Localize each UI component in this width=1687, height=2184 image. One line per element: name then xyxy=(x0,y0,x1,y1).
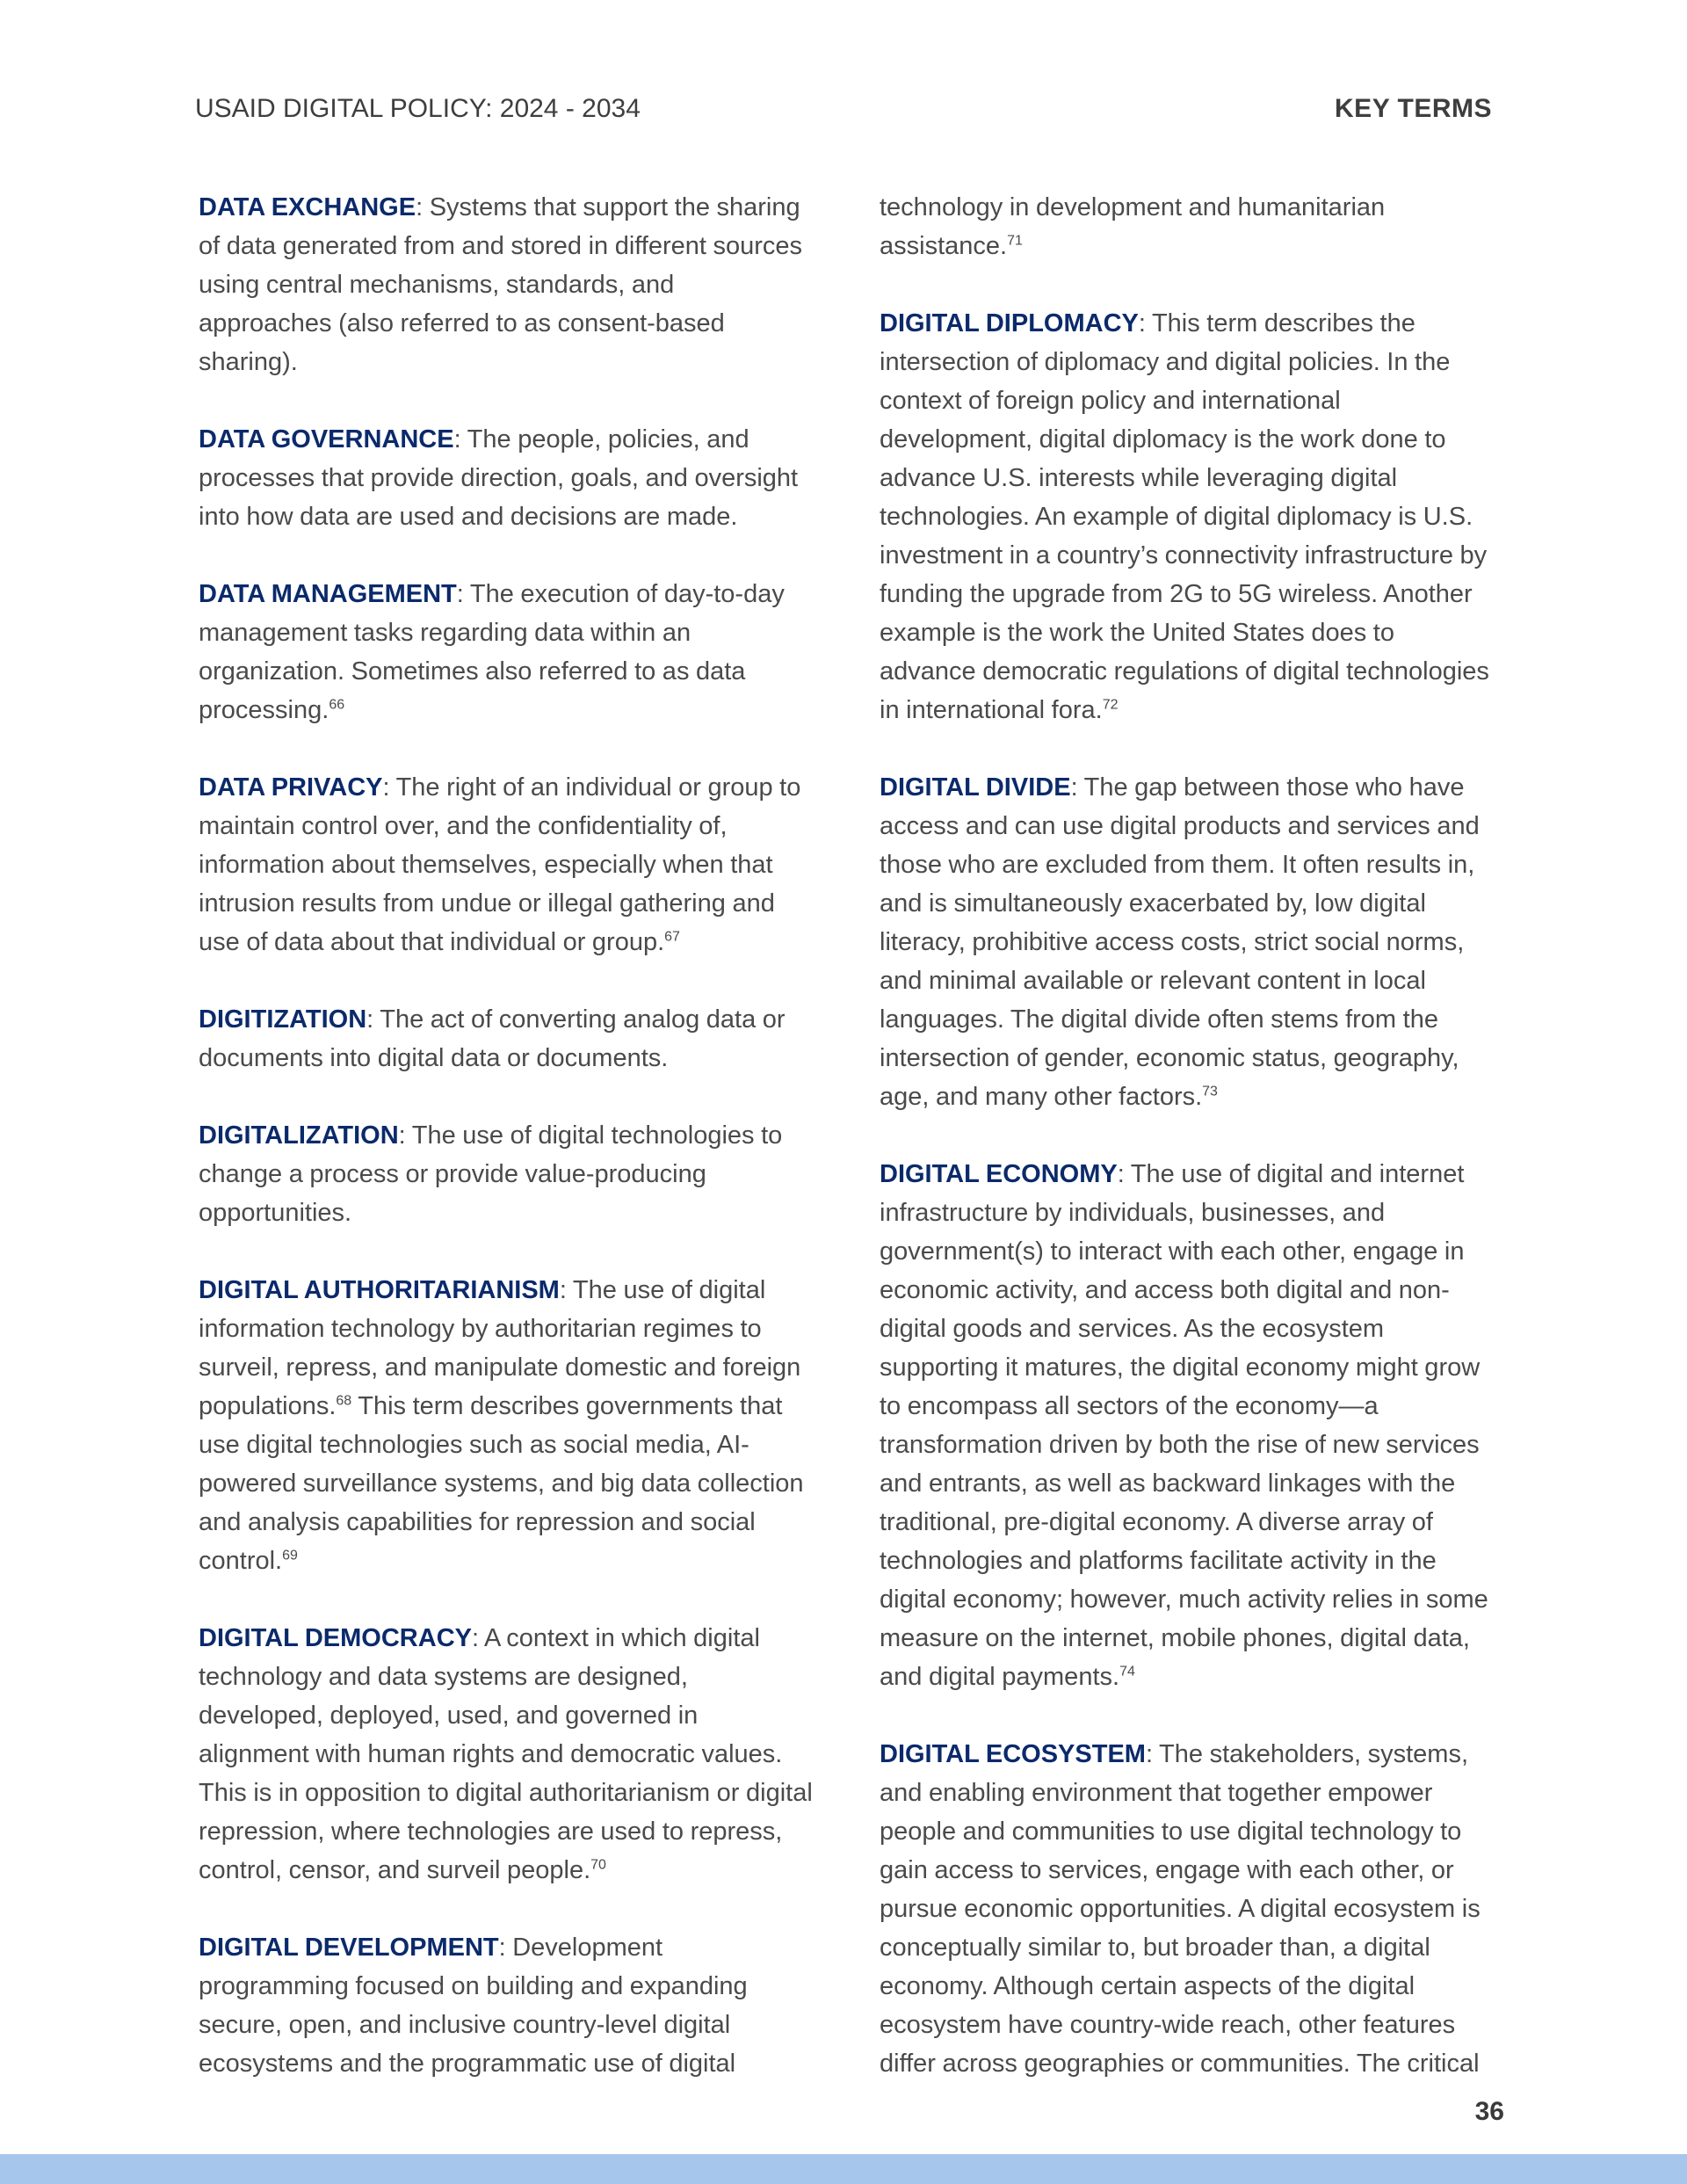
glossary-definition: : This term describes the intersection of diplomacy and digital policies. In the context of foreign policy and international development, digital diplomacy is the work done to advance U.S. interests while leveraging digital technologies. An example of digital diplomacy is U.S. investment in a country’s connectivity infrastructure by funding the upgrade from 2G to 5G wireless. Another example is the work the United States does to advance democratic regulations of digital technologies in international fora. xyxy=(880,309,1489,724)
glossary-entry xyxy=(880,1155,1495,1696)
section-title: KEY TERMS xyxy=(1335,94,1492,123)
glossary-entry xyxy=(199,188,814,381)
glossary-term: DIGITALIZATION xyxy=(199,1121,399,1150)
glossary-term: DIGITAL DEMOCRACY xyxy=(199,1624,472,1652)
glossary-entry xyxy=(880,768,1495,1116)
glossary-definition: : Development programming focused on building and expanding secure, open, and inclusive country-level digital ecosystems and the programmatic use of digital xyxy=(199,1934,748,2078)
glossary-definition: technology in development and humanitarian assistance. xyxy=(880,193,1386,260)
glossary-entry xyxy=(199,1619,814,1890)
glossary-definition: : The use of digital technologies to change a process or provide value-producing opportunities. xyxy=(199,1121,783,1227)
footnote-ref[interactable]: 68 xyxy=(336,1393,352,1409)
glossary-definition: : The right of an individual or group to maintain control over, and the confidentiality of, information about themselves, especially when that intrusion results from undue or illegal gathering and use of data about that individual or group. xyxy=(199,773,801,956)
glossary-entry xyxy=(199,1928,814,2083)
footer-color-bar xyxy=(0,2154,1687,2184)
page-number: 36 xyxy=(1474,2097,1504,2126)
footnote-ref[interactable]: 74 xyxy=(1119,1664,1135,1680)
glossary-term: DIGITAL DIPLOMACY xyxy=(880,309,1139,337)
glossary-entry xyxy=(199,575,814,729)
footnote-ref[interactable]: 67 xyxy=(664,929,680,945)
footnote-ref[interactable]: 73 xyxy=(1202,1084,1218,1099)
glossary-entry xyxy=(880,1735,1495,2083)
glossary-term: DIGITAL ECOSYSTEM xyxy=(880,1740,1146,1768)
glossary-definition: : A context in which digital technology and data systems are designed, developed, deployed, used, and governed in alignment with human rights and democratic values. This is in opposition to digital authoritarianism or digital repression, where technologies are used to repress, control, censor, and surveil people. xyxy=(199,1624,813,1884)
glossary-definition: : The use of digital and internet infrastructure by individuals, businesses, and government(s) to interact with each other, engage in economic activity, and access both digital and non-digital goods and services. As the ecosystem supporting it matures, the digital economy might grow to encompass all sectors of the economy—a transformation driven by both the rise of new services and entrants, as well as backward linkages with the traditional, pre-digital economy. A diverse array of technologies and platforms facilitate activity in the digital economy; however, much activity relies in some measure on the internet, mobile phones, digital data, and digital payments. xyxy=(880,1160,1488,1691)
glossary-definition: : Systems that support the sharing of data generated from and stored in different sources using central mechanisms, standards, and approaches (also referred to as consent-based sharing). xyxy=(199,193,803,376)
document-title: USAID DIGITAL POLICY: 2024 - 2034 xyxy=(195,94,641,123)
page-header xyxy=(195,91,1492,127)
glossary-term: DIGITAL ECONOMY xyxy=(880,1160,1118,1188)
glossary-entry xyxy=(880,304,1495,729)
glossary-definition: : The use of digital information technology by authoritarian regimes to surveil, repress, and manipulate domestic and foreign populations. xyxy=(199,1276,801,1420)
glossary-term: DIGITAL DIVIDE xyxy=(880,773,1071,802)
left-column xyxy=(199,188,814,2122)
glossary-term: DATA MANAGEMENT xyxy=(199,580,457,608)
glossary-entry-continued xyxy=(880,188,1495,265)
glossary-definition: : The act of converting analog data or documents into digital data or documents. xyxy=(199,1005,786,1072)
glossary-term: DIGITAL DEVELOPMENT xyxy=(199,1934,499,1962)
glossary-definition: : The execution of day-to-day management tasks regarding data within an organization. Sometimes also referred to as data processing. xyxy=(199,580,785,724)
glossary-term: DATA PRIVACY xyxy=(199,773,383,802)
glossary-definition: : The stakeholders, systems, and enabling environment that together empower people and communities to use digital technology to gain access to services, engage with each other, or pursue economic opportunities. A digital ecosystem is conceptually similar to, but broader than, a digital economy. Although certain aspects of the digital ecosystem have country-wide reach, other features differ across geographies or communities. The critical xyxy=(880,1740,1481,2078)
glossary-definition: : The gap between those who have access and can use digital products and services and those who are excluded from them. It often results in, and is simultaneously exacerbated by, low digital literacy, prohibitive access costs, strict social norms, and minimal available or relevant content in local languages. The digital divide often stems from the intersection of gender, economic status, geography, age, and many other factors. xyxy=(880,773,1480,1111)
glossary-entry xyxy=(199,1271,814,1580)
glossary-entry xyxy=(199,1000,814,1077)
right-column xyxy=(880,188,1495,2122)
glossary-term: DATA GOVERNANCE xyxy=(199,425,454,453)
glossary-term: DIGITAL AUTHORITARIANISM xyxy=(199,1276,560,1304)
footnote-ref[interactable]: 72 xyxy=(1102,697,1119,713)
footnote-ref[interactable]: 69 xyxy=(282,1548,298,1564)
footnote-ref[interactable]: 70 xyxy=(590,1857,606,1873)
glossary-definition-cont: This term describes governments that use digital technologies such as social media, AI-powered surveillance systems, and big data collection and analysis capabilities for repression and social control. xyxy=(199,1392,804,1575)
glossary-definition: : The people, policies, and processes that provide direction, goals, and oversight into how data are used and decisions are made. xyxy=(199,425,799,531)
glossary-entry xyxy=(199,768,814,961)
footnote-ref[interactable]: 71 xyxy=(1007,233,1023,249)
glossary-term: DATA EXCHANGE xyxy=(199,193,416,221)
footnote-ref[interactable]: 66 xyxy=(329,697,345,713)
glossary-entry xyxy=(199,1116,814,1232)
glossary-term: DIGITIZATION xyxy=(199,1005,367,1034)
glossary-entry xyxy=(199,420,814,536)
